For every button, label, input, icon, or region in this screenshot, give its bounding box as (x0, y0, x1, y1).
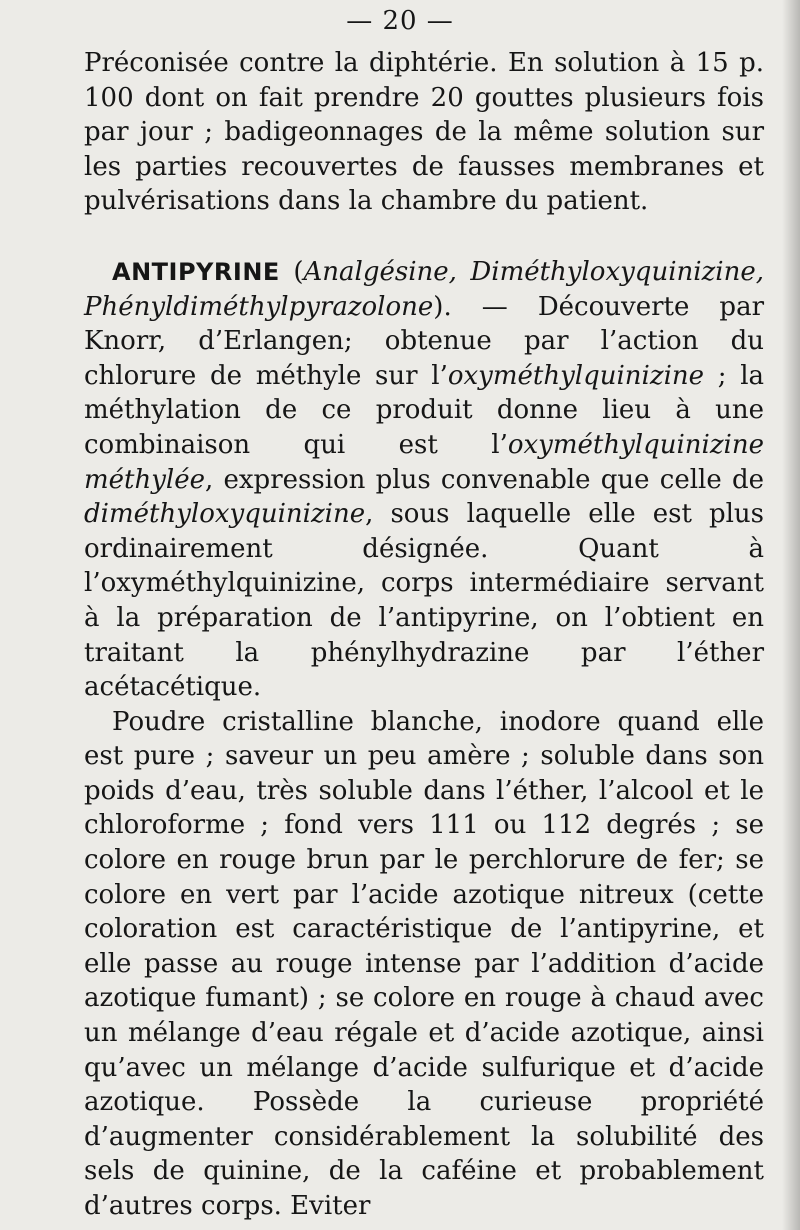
synonyms: Analgésine, Diméthyloxyquinizine, Phényldiméthylpyrazolone (84, 256, 764, 322)
text-run: ( (279, 256, 304, 287)
text-run: ). — Découverte par Knorr, d’Erlangen; obtenue par l’action du chlorure de méthyle sur l’ (84, 291, 764, 391)
italic-term: diméthyloxyquinizine (84, 499, 366, 530)
page-body (84, 46, 764, 1224)
italic-term: oxyméthylquinizine (447, 360, 705, 391)
page-number: — 20 — (346, 6, 454, 36)
paragraph-diphtheria: Préconisée contre la diphtérie. En solution à 15 p. 100 dont on fait prendre 20 gouttes plusieurs fois par jour ; badigeonnages de la même solution sur les parties recouvertes de fausses membranes et pulvérisations dans la chambre du patient. (84, 48, 764, 217)
text-run: ; la méthylation de ce produit donne lieu à une combinaison qui est l’ (84, 360, 765, 460)
text-run: , sous laquelle elle est plus ordinairement désignée. Quant à l’oxyméthylquinizine, corps intermédiaire servant à la préparation de l’antipyrine, on l’obtient en traitant la phénylhydrazine par l’éther acétacétique. (84, 499, 764, 703)
italic-term: oxyméthylquinizine méthylée (84, 429, 764, 495)
paragraph-antipyrine-intro (84, 255, 764, 705)
paragraph-properties: Poudre cristalline blanche, inodore quand elle est pure ; saveur un peu amère ; soluble dans son poids d’eau, très soluble dans l’éther, l’alcool et le chloroforme ; fond vers 111 ou 112 degrés ; se colore en rouge brun par le perchlorure de fer; se colore en vert par l’acide azotique nitreux (cette coloration est caractéristique de l’antipyrine, et elle passe au rouge intense par l’addition d’acide azotique fumant) ; se colore en rouge à chaud avec un mélange d’eau régale et d’acide azotique, ainsi qu’avec un mélange d’acide sulfurique et d’acide azotique. Possède la curieuse propriété d’augmenter considérablement la solubilité des sels de quinine, de la caféine et probablement d’autres corps. Eviter (84, 706, 764, 1221)
text-run: , expression plus convenable que celle de (205, 464, 764, 495)
entry-heading: ANTIPYRINE (112, 257, 280, 286)
